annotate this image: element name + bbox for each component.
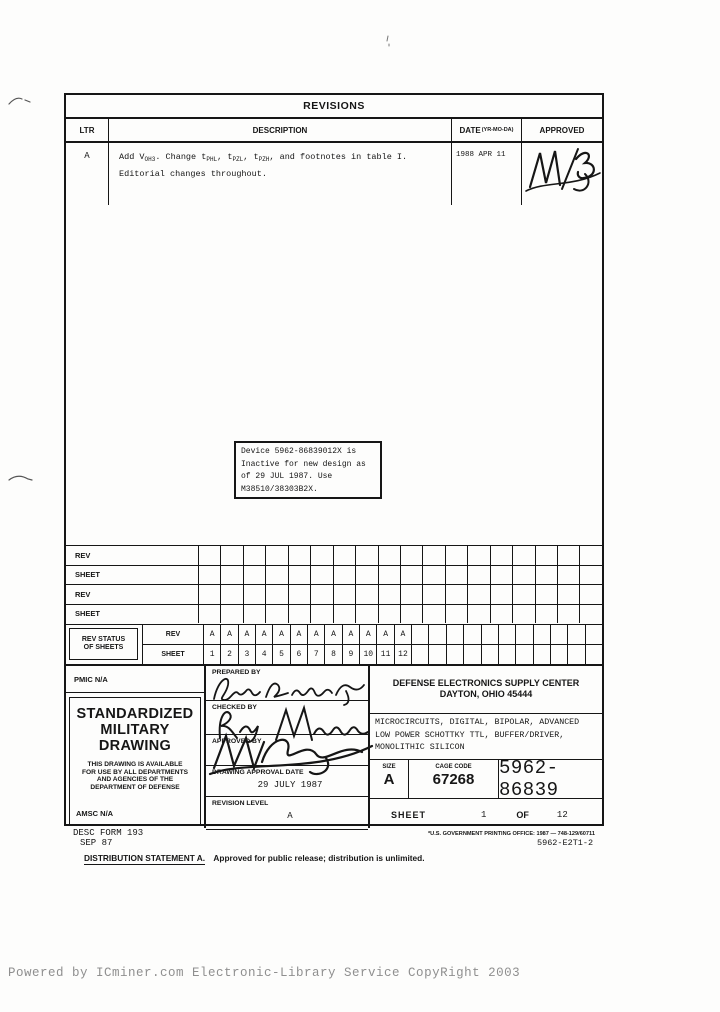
- speck-mark: [385, 34, 393, 48]
- rev-status-cell: A: [325, 625, 342, 644]
- title-block-middle: [206, 666, 370, 828]
- grid-cell: [558, 566, 580, 585]
- sheet-label: SHEET: [391, 809, 427, 820]
- distribution-statement-text: Approved for public release; distribution is unlimited.: [213, 853, 425, 863]
- grid-cell: [558, 585, 580, 604]
- size-label: SIZE: [382, 764, 396, 770]
- grid-cell: [468, 605, 490, 624]
- rev-status-cell: [534, 625, 551, 644]
- rev-status-row: [142, 645, 602, 665]
- rev-status-cell: 11: [377, 645, 394, 665]
- rev-status-cell: [586, 625, 602, 644]
- rev-status-cell: [568, 645, 585, 665]
- grid-cell: [311, 585, 333, 604]
- grid-cell: [558, 605, 580, 624]
- smd-title: [70, 706, 200, 754]
- rev-sheet-grid-row: [66, 584, 602, 604]
- drawing-approval-date-cell: [206, 766, 368, 797]
- description-fragment: , t: [243, 152, 259, 162]
- revision-level-label: REVISION LEVEL: [212, 800, 269, 807]
- rev-status-of-sheets: [66, 624, 602, 664]
- revision-date-value: 1988 APR 11: [452, 143, 522, 205]
- cage-code-label: CAGE CODE: [435, 764, 472, 770]
- grid-cell: [311, 566, 333, 585]
- text-line: DRAWING: [98, 738, 172, 754]
- rev-status-cell: 9: [343, 645, 360, 665]
- grid-cell: [558, 546, 580, 565]
- library-watermark: Powered by ICminer.com Electronic-Library Service CopyRight 2003: [8, 966, 521, 980]
- drawing-approval-date-label: DRAWING APPROVAL DATE: [212, 769, 304, 776]
- rev-status-cell: A: [291, 625, 308, 644]
- col-header-date: [452, 119, 522, 141]
- grid-cell: [334, 585, 356, 604]
- rev-status-label: [69, 628, 138, 660]
- grid-cell: [289, 546, 311, 565]
- grid-cell: [401, 605, 423, 624]
- grid-cell: [266, 605, 288, 624]
- rev-sheet-grid-row: [66, 565, 602, 585]
- rev-status-cell: A: [239, 625, 256, 644]
- grid-cell: [491, 585, 513, 604]
- rev-status-cell: [464, 625, 481, 644]
- revision-ltr-value: A: [66, 143, 109, 205]
- sheet-number: 1: [481, 809, 487, 820]
- rev-status-cell: 7: [308, 645, 325, 665]
- col-header-approved: APPROVED: [539, 125, 585, 135]
- date-format-label: (YR-MO-DA): [481, 127, 514, 133]
- rev-status-cell: [429, 645, 446, 665]
- rev-sheet-grid-row: [66, 545, 602, 565]
- margin-pencil-mark: [6, 92, 36, 110]
- rev-status-cell: 6: [291, 645, 308, 665]
- grid-cell: [468, 546, 490, 565]
- title-block: [66, 664, 602, 828]
- description-fragment: PHL: [206, 156, 218, 163]
- rev-status-label-line1: REV STATUS: [81, 635, 126, 643]
- smd-box: [69, 697, 201, 825]
- grid-cell: [580, 546, 601, 565]
- grid-cell: [446, 585, 468, 604]
- rev-status-cell: [412, 645, 429, 665]
- note-line: Device 5962-86839012X is: [241, 447, 357, 456]
- drawing-number: 5962-86839: [499, 757, 559, 801]
- rev-status-cell: [568, 625, 585, 644]
- grid-cell: [536, 605, 558, 624]
- rev-status-cell: [499, 645, 516, 665]
- description-fragment: PZH: [258, 156, 270, 163]
- agency-city: DAYTON, OHIO 45444: [439, 689, 533, 699]
- rev-sheet-grid-row: [66, 604, 602, 624]
- cage-code-cell: [409, 760, 499, 798]
- rev-status-cell: [429, 625, 446, 644]
- rev-status-cell: A: [377, 625, 394, 644]
- form-identifier: [73, 828, 143, 848]
- grid-cell: [446, 605, 468, 624]
- text-line: AND AGENCIES OF THE: [96, 776, 174, 784]
- note-line: M38510/38303B2X.: [241, 484, 318, 494]
- grid-cell: [379, 546, 401, 565]
- rev-status-cell: A: [395, 625, 412, 644]
- text-line: MONOLITHIC SILICON: [375, 743, 465, 752]
- margin-pencil-mark: [6, 470, 36, 486]
- military-drawing-form: [64, 93, 604, 826]
- title-block-right: [370, 666, 602, 828]
- revision-entry-row: [66, 143, 602, 205]
- description-fragment: OH3: [144, 156, 156, 163]
- rev-status-cell: A: [256, 625, 273, 644]
- grid-cell: [244, 605, 266, 624]
- grid-cell: [244, 566, 266, 585]
- approved-by-label: APPROVED BY: [212, 738, 262, 745]
- grid-cell: [513, 566, 535, 585]
- rev-status-row-label: SHEET: [142, 645, 204, 665]
- rev-status-cell: [499, 625, 516, 644]
- rev-status-cell: A: [360, 625, 377, 644]
- rev-status-cell: 2: [221, 645, 238, 665]
- rev-status-row: [142, 625, 602, 645]
- grid-cell: [580, 605, 601, 624]
- grid-row-label: SHEET: [66, 605, 199, 624]
- approver-signature: [522, 143, 604, 199]
- grid-cell: [266, 566, 288, 585]
- rev-status-cell: A: [343, 625, 360, 644]
- document-code: 5962-E2T1-2: [537, 838, 594, 848]
- rev-status-cell: 3: [239, 645, 256, 665]
- grid-cell: [199, 585, 221, 604]
- rev-status-cell: 5: [273, 645, 290, 665]
- grid-cell: [311, 605, 333, 624]
- rev-status-cell: 1: [204, 645, 221, 665]
- grid-cell: [221, 546, 243, 565]
- grid-cell: [199, 605, 221, 624]
- grid-cell: [536, 566, 558, 585]
- cage-code-value: 67268: [432, 771, 475, 788]
- description-fragment: PZL: [232, 156, 244, 163]
- grid-cell: [379, 605, 401, 624]
- form-number: DESC FORM 193: [73, 828, 144, 838]
- description-fragment: Add V: [119, 152, 145, 162]
- grid-cell: [289, 585, 311, 604]
- description-fragment: . Change t: [155, 152, 207, 162]
- grid-row-label: REV: [66, 585, 199, 604]
- grid-cell: [513, 585, 535, 604]
- rev-status-cell: [586, 645, 602, 665]
- description-fragment: , t: [217, 152, 233, 162]
- rev-status-row-label: REV: [142, 625, 204, 644]
- text-line: MICROCIRCUITS, DIGITAL, BIPOLAR, ADVANCED: [375, 718, 580, 727]
- grid-row-label: REV: [66, 546, 199, 565]
- grid-cell: [266, 585, 288, 604]
- grid-cell: [356, 566, 378, 585]
- size-value: A: [383, 771, 395, 788]
- date-label: DATE: [459, 125, 481, 135]
- availability-statement: [70, 761, 200, 791]
- rev-status-cell: [447, 645, 464, 665]
- note-line: of 29 JUL 1987. Use: [241, 472, 333, 481]
- grid-cell: [334, 566, 356, 585]
- rev-status-cell: 4: [256, 645, 273, 665]
- description-fragment: , and footnotes in table I.: [269, 152, 408, 162]
- rev-status-cell: 12: [395, 645, 412, 665]
- grid-cell: [491, 566, 513, 585]
- grid-cell: [536, 546, 558, 565]
- rev-sheet-grid: [66, 545, 602, 623]
- grid-cell: [580, 566, 601, 585]
- rev-status-cell: [447, 625, 464, 644]
- size-cage-pin-row: [370, 757, 602, 801]
- grid-cell: [401, 546, 423, 565]
- grid-cell: [266, 546, 288, 565]
- rev-status-cell: A: [273, 625, 290, 644]
- text-line: DEPARTMENT OF DEFENSE: [90, 783, 180, 791]
- title-block-left: [66, 666, 206, 828]
- inactive-design-note: [234, 441, 382, 499]
- grid-cell: [423, 605, 445, 624]
- checked-by-cell: [206, 701, 368, 735]
- grid-cell: [446, 546, 468, 565]
- grid-cell: [401, 566, 423, 585]
- form-date: SEP 87: [80, 838, 113, 848]
- of-label: OF: [516, 809, 529, 820]
- rev-status-cell: A: [308, 625, 325, 644]
- revision-level-value: A: [287, 811, 293, 821]
- distribution-statement-label: DISTRIBUTION STATEMENT A.: [84, 853, 206, 863]
- rev-status-cell: [464, 645, 481, 665]
- grid-cell: [311, 546, 333, 565]
- grid-cell: [513, 546, 535, 565]
- rev-status-cell: [516, 625, 533, 644]
- revisions-title: REVISIONS: [66, 95, 602, 119]
- pmic-field: PMIC N/A: [66, 666, 204, 693]
- rev-status-cell: [534, 645, 551, 665]
- sheet-total: 12: [556, 809, 568, 820]
- prepared-by-label: PREPARED BY: [212, 669, 261, 676]
- text-line: THIS DRAWING IS AVAILABLE: [87, 761, 183, 768]
- grid-cell: [423, 585, 445, 604]
- grid-cell: [401, 585, 423, 604]
- grid-cell: [468, 585, 490, 604]
- rev-status-cell: A: [221, 625, 238, 644]
- distribution-statement: [84, 853, 425, 863]
- grid-cell: [334, 546, 356, 565]
- grid-cell: [334, 605, 356, 624]
- grid-cell: [580, 585, 601, 604]
- grid-cell: [221, 585, 243, 604]
- rev-status-cell: 8: [325, 645, 342, 665]
- approved-by-cell: [206, 735, 368, 766]
- col-header-description: DESCRIPTION: [109, 119, 452, 141]
- grid-cell: [356, 605, 378, 624]
- grid-cell: [491, 605, 513, 624]
- note-line: Inactive for new design as: [241, 459, 366, 469]
- agency-name: DEFENSE ELECTRONICS SUPPLY CENTER: [392, 678, 580, 688]
- revision-level-cell: [206, 797, 368, 830]
- grid-cell: [244, 585, 266, 604]
- grid-cell: [491, 546, 513, 565]
- text-line: MILITARY: [100, 722, 170, 738]
- sheet-row: [370, 799, 602, 830]
- grid-cell: [199, 546, 221, 565]
- grid-cell: [468, 566, 490, 585]
- gpo-printing-note: *U.S. GOVERNMENT PRINTING OFFICE: 1987 — 748-129/60711: [428, 831, 595, 837]
- revision-description-line2: Editorial changes throughout.: [119, 169, 267, 179]
- grid-cell: [289, 566, 311, 585]
- amsc-field: AMSC N/A: [76, 809, 114, 818]
- grid-cell: [536, 585, 558, 604]
- grid-row-label: SHEET: [66, 566, 199, 585]
- grid-cell: [513, 605, 535, 624]
- col-header-ltr: LTR: [66, 119, 109, 141]
- checked-by-label: CHECKED BY: [212, 704, 257, 711]
- rev-status-cell: 10: [360, 645, 377, 665]
- drawing-approval-date-value: 29 JULY 1987: [257, 780, 323, 790]
- grid-cell: [221, 566, 243, 585]
- grid-cell: [356, 546, 378, 565]
- grid-cell: [379, 585, 401, 604]
- text-line: STANDARDIZED: [76, 706, 194, 722]
- grid-cell: [289, 605, 311, 624]
- rev-status-label-line2: OF SHEETS: [83, 644, 124, 651]
- agency-cell: [370, 666, 602, 714]
- revision-description: [109, 143, 452, 205]
- grid-cell: [199, 566, 221, 585]
- rev-status-cell: [551, 625, 568, 644]
- grid-cell: [379, 566, 401, 585]
- text-line: LOW POWER SCHOTTKY TTL, BUFFER/DRIVER,: [375, 730, 565, 740]
- revision-description-line1: [119, 150, 451, 167]
- size-cell: [370, 760, 409, 798]
- revisions-header-row: [66, 119, 602, 143]
- rev-status-cell: [551, 645, 568, 665]
- item-title: [370, 714, 602, 760]
- grid-cell: [423, 546, 445, 565]
- rev-status-cell: [516, 645, 533, 665]
- text-line: FOR USE BY ALL DEPARTMENTS: [82, 768, 188, 776]
- rev-status-rows: [142, 625, 602, 664]
- grid-cell: [356, 585, 378, 604]
- rev-status-cell: [412, 625, 429, 644]
- prepared-by-cell: [206, 666, 368, 701]
- rev-status-cell: [482, 625, 499, 644]
- grid-cell: [446, 566, 468, 585]
- rev-status-cell: A: [204, 625, 221, 644]
- grid-cell: [221, 605, 243, 624]
- rev-status-cell: [482, 645, 499, 665]
- revision-approved-cell: [522, 143, 602, 205]
- grid-cell: [423, 566, 445, 585]
- grid-cell: [244, 546, 266, 565]
